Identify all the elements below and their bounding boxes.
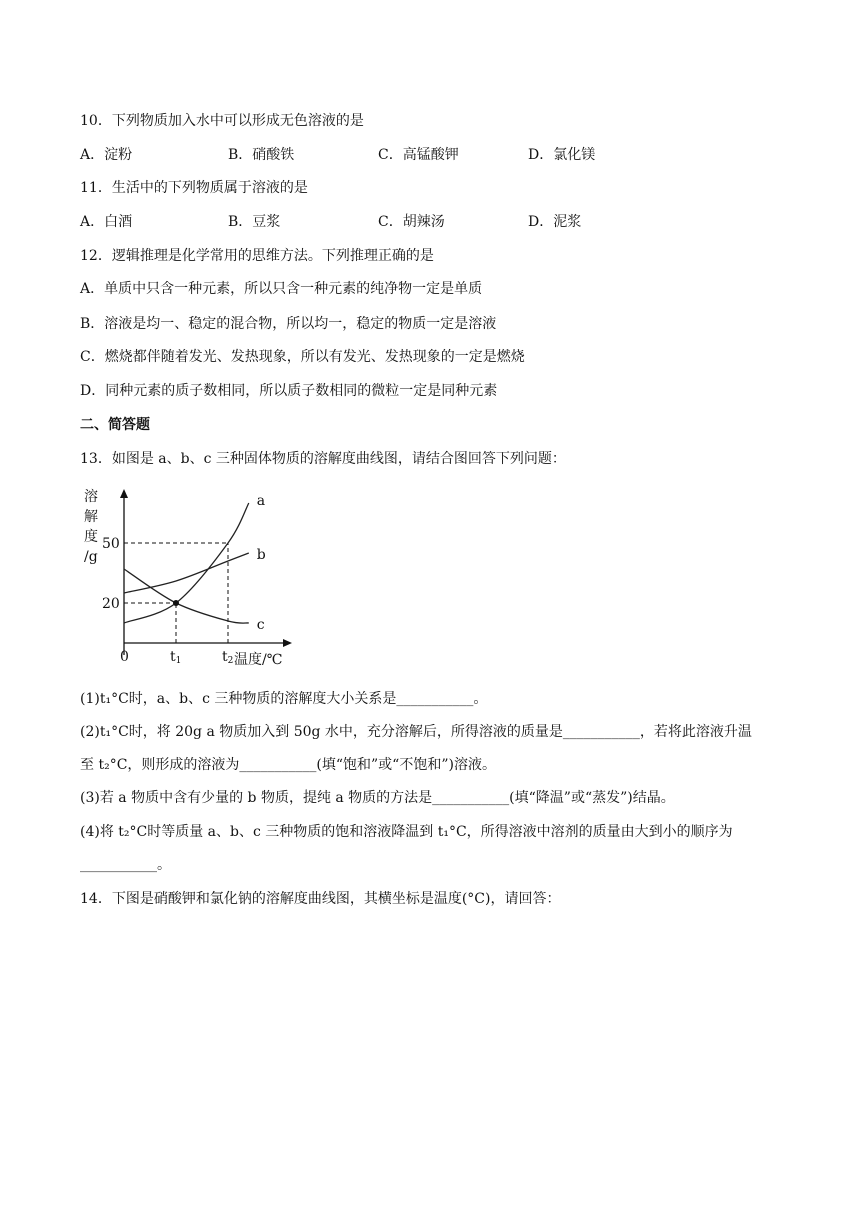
q10-option-b: B．硝酸铁 — [228, 147, 295, 163]
q13-sub2-line2: 至 t₂°C，则形成的溶液为___________(填“饱和”或“不饱和”)溶液。 — [80, 757, 496, 773]
q12-option-a: A．单质中只含一种元素，所以只含一种元素的纯净物一定是单质 — [80, 281, 483, 297]
q11-option-b: B．豆浆 — [228, 214, 281, 230]
x-axis-label: 温度/℃ — [234, 652, 283, 668]
q10-option-d: D．氯化镁 — [528, 147, 596, 163]
q12-option-b: B．溶液是均一、稳定的混合物，所以均一，稳定的物质一定是溶液 — [80, 316, 497, 332]
x-tick-label-t2: t2 — [222, 649, 234, 666]
y-axis-arrow — [120, 489, 128, 498]
y-tick-label-20: 20 — [102, 596, 120, 612]
q10-option-c: C．高锰酸钾 — [378, 147, 459, 163]
q11-option-d: D．泥浆 — [528, 214, 582, 230]
y-axis-label-char: 度 — [84, 529, 98, 545]
x-tick-label-t1: t1 — [170, 649, 182, 666]
q14-stem: 14．下图是硝酸钾和氯化钠的溶解度曲线图，其横坐标是温度(°C)，请回答： — [80, 891, 561, 907]
q11-option-c: C．胡辣汤 — [378, 214, 445, 230]
q12-stem: 12．逻辑推理是化学常用的思维方法。下列推理正确的是 — [80, 248, 434, 264]
y-axis-label-char: /g — [84, 549, 98, 565]
y-axis-label-char: 溶 — [84, 489, 98, 505]
q13-sub1: (1)t₁°C时，a、b、c 三种物质的溶解度大小关系是___________。 — [80, 691, 488, 707]
intersection-point — [173, 600, 179, 606]
q11-stem: 11．生活中的下列物质属于溶液的是 — [80, 180, 308, 196]
series-b-line — [124, 553, 249, 593]
q12-option-d: D．同种元素的质子数相同，所以质子数相同的微粒一定是同种元素 — [80, 383, 498, 399]
origin-label: 0 — [120, 649, 129, 665]
q13-sub4-line2: ___________。 — [80, 857, 171, 873]
q10-option-a: A．淀粉 — [80, 147, 133, 163]
q12-option-c: C．燃烧都伴随着发光、发热现象，所以有发光、发热现象的一定是燃烧 — [80, 349, 525, 365]
q13-stem: 13．如图是 a、b、c 三种固体物质的溶解度曲线图，请结合图回答下列问题： — [80, 451, 566, 467]
q13-sub3: (3)若 a 物质中含有少量的 b 物质，提纯 a 物质的方法是___________(填“降温”或“蒸发”)结晶。 — [80, 790, 675, 806]
q13-sub2-line1: (2)t₁°C时，将 20g a 物质加入到 50g 水中，充分溶解后，所得溶液的质量是___________，若将此溶液升温 — [80, 724, 752, 740]
q13-sub4-line1: (4)将 t₂°C时等质量 a、b、c 三种物质的饱和溶液降温到 t₁°C，所得溶液中溶剂的质量由大到小的顺序为 — [80, 824, 733, 840]
series-b-label: b — [256, 547, 266, 563]
q11-option-a: A．白酒 — [80, 214, 133, 230]
y-tick-label-50: 50 — [102, 536, 120, 552]
y-axis-label-char: 解 — [84, 509, 98, 525]
x-axis-arrow — [283, 639, 292, 647]
section-heading: 二、简答题 — [80, 417, 150, 433]
solubility-chart — [82, 483, 302, 668]
series-c-label: c — [256, 617, 265, 633]
q10-stem: 10．下列物质加入水中可以形成无色溶液的是 — [80, 113, 364, 129]
series-a-label: a — [256, 493, 266, 509]
series-a-line — [124, 503, 249, 623]
